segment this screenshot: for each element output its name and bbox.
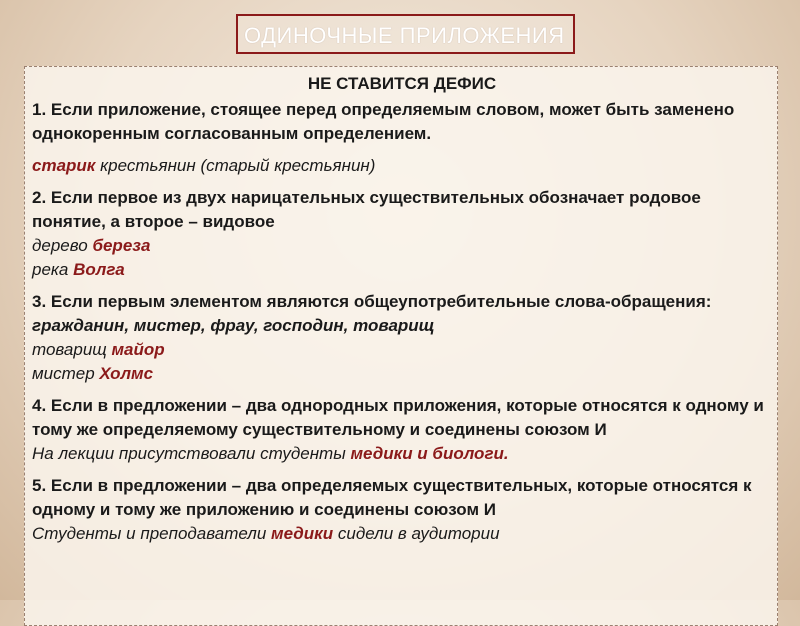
section-heading: НЕ СТАВИТСЯ ДЕФИС [307, 74, 497, 93]
example-text: Студенты и преподаватели [32, 524, 272, 543]
example-highlight: старик [32, 156, 96, 175]
rule-3 [32, 290, 772, 338]
rule-5-example [32, 522, 772, 546]
rule-1: 1. Если приложение, стоящее перед определяемым словом, может быть заменено однокоренным согласованным определением. [32, 100, 735, 143]
example-highlight: медики [271, 524, 334, 543]
example-highlight: береза [92, 236, 151, 255]
example-text: На лекции присутствовали студенты [32, 444, 351, 463]
rule-2: 2. Если первое из двух нарицательных существительных обозначает родовое понятие, а второе – видовое [32, 188, 701, 231]
rule-4: 4. Если в предложении – два однородных приложения, которые относятся к одному и тому же определяемому существительному и соединены союзом И [32, 396, 764, 439]
example-highlight: медики и биологи. [350, 444, 509, 463]
rule-3-words: гражданин, мистер, фрау, господин, товарищ [32, 316, 435, 335]
rule-3-example-1 [32, 338, 772, 362]
example-highlight: майор [111, 340, 165, 359]
example-highlight: Волга [73, 260, 125, 279]
example-text: крестьянин (старый крестьянин) [95, 156, 376, 175]
rule-3-example-2 [32, 362, 772, 386]
example-text: дерево [32, 236, 93, 255]
rule-2-example-2 [32, 258, 772, 282]
example-text: товарищ [32, 340, 112, 359]
rule-4-example [32, 442, 772, 466]
example-text: мистер [32, 364, 100, 383]
rule-3-text: 3. Если первым элементом являются общеупотребительные слова-обращения: [32, 292, 712, 311]
example-text: сидели в аудитории [333, 524, 500, 543]
example-text: река [32, 260, 74, 279]
slide-title: ОДИНОЧНЫЕ ПРИЛОЖЕНИЯ [244, 23, 565, 48]
rule-2-example-1 [32, 234, 772, 258]
content [32, 72, 772, 546]
example-highlight: Холмс [99, 364, 154, 383]
title-box [236, 14, 575, 54]
rule-5: 5. Если в предложении – два определяемых существительных, которые относятся к одному и тому же приложению и соединены союзом И [32, 476, 752, 519]
rule-1-example [32, 154, 772, 178]
